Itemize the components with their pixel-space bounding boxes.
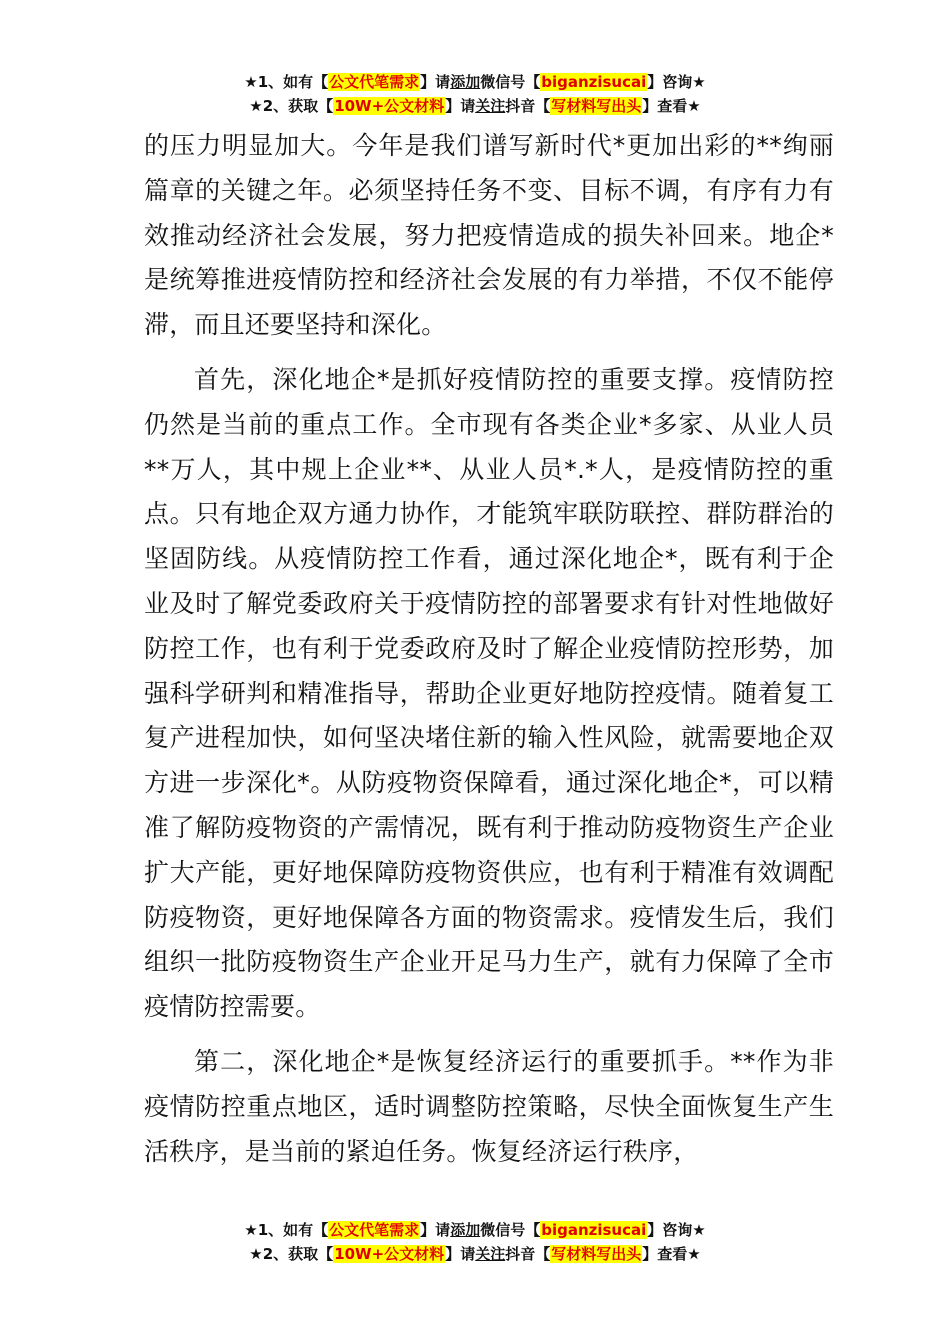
banner-underline: 关注 [475,97,506,115]
banner-text: 】请 [445,1245,476,1263]
banner-text: ★1、如有【 [244,1221,329,1239]
banner-highlight: 写材料写出头 [551,1245,642,1263]
banner-highlight: 写材料写出头 [551,97,642,115]
banner-text: ★2、获取【 [249,97,334,115]
paragraph-continued: 的压力明显加大。今年是我们谱写新时代*更加出彩的**绚丽篇章的关键之年。必须坚持任务不变、目标不调，有序有力有效推动经济社会发展，努力把疫情造成的损失补回来。地企*是统筹推进疫情防控和经济社会发展的有力举措，不仅不能停滞，而且还要坚持和深化。 [144,131,834,340]
banner-highlight: 10W+公文材料 [334,1245,445,1263]
banner-text: 抖音【 [505,1245,551,1263]
banner-underline: 添加 [450,1221,481,1239]
banner-text: 】请 [420,1221,451,1239]
banner-text: 】咨询★ [647,1221,706,1239]
banner-highlight: 公文代笔需求 [329,1221,420,1239]
banner-text: 微信号【 [480,1221,541,1239]
banner-highlight: 公文代笔需求 [329,73,420,91]
banner-highlight: 10W+公文材料 [334,97,445,115]
header-banner [0,70,950,118]
banner-highlight: biganzisucai [541,1221,647,1239]
banner-text: 】请 [445,97,476,115]
banner-text: 】请 [420,73,451,91]
paragraph-second-point: 第二，深化地企*是恢复经济运行的重要抓手。**作为非疫情防控重点地区，适时调整防控策略，尽快全面恢复生产生活秩序，是当前的紧迫任务。恢复经济运行秩序， [144,1046,834,1166]
banner-line-1 [0,70,950,94]
banner-line-2 [0,1242,950,1266]
banner-text: 】查看★ [642,1245,701,1263]
banner-text: 微信号【 [480,73,541,91]
banner-underline: 关注 [475,1245,506,1263]
banner-text: ★2、获取【 [249,1245,334,1263]
banner-line-2 [0,94,950,118]
footer-banner [0,1218,950,1266]
banner-text: ★1、如有【 [244,73,329,91]
banner-underline: 添加 [450,73,481,91]
paragraph-first-point: 首先，深化地企*是抓好疫情防控的重要支撑。疫情防控仍然是当前的重点工作。全市现有各类企业*多家、从业人员**万人，其中规上企业**、从业人员*.*人，是疫情防控的重点。只有地企双方通力协作，才能筑牢联防联控、群防群治的坚固防线。从疫情防控工作看，通过深化地企*，既有利于企业及时了解党委政府关于疫情防控的部署要求有针对性地做好防控工作，也有利于党委政府及时了解企业疫情防控形势，加强科学研判和精准指导，帮助企业更好地防控疫情。随着复工复产进程加快，如何坚决堵住新的输入性风险，就需要地企双方进一步深化*。从防疫物资保障看，通过深化地企*，可以精准了解防疫物资的产需情况，既有利于推动防疫物资生产企业扩大产能，更好地保障防疫物资供应，也有利于精准有效调配防疫物资，更好地保障各方面的物资需求。疫情发生后，我们组织一批防疫物资生产企业开足马力生产，就有力保障了全市疫情防控需要。 [144,364,834,1022]
banner-text: 】咨询★ [647,73,706,91]
banner-highlight: biganzisucai [541,73,647,91]
banner-text: 抖音【 [505,97,551,115]
banner-line-1 [0,1218,950,1242]
banner-text: 】查看★ [642,97,701,115]
document-body [144,124,834,1174]
